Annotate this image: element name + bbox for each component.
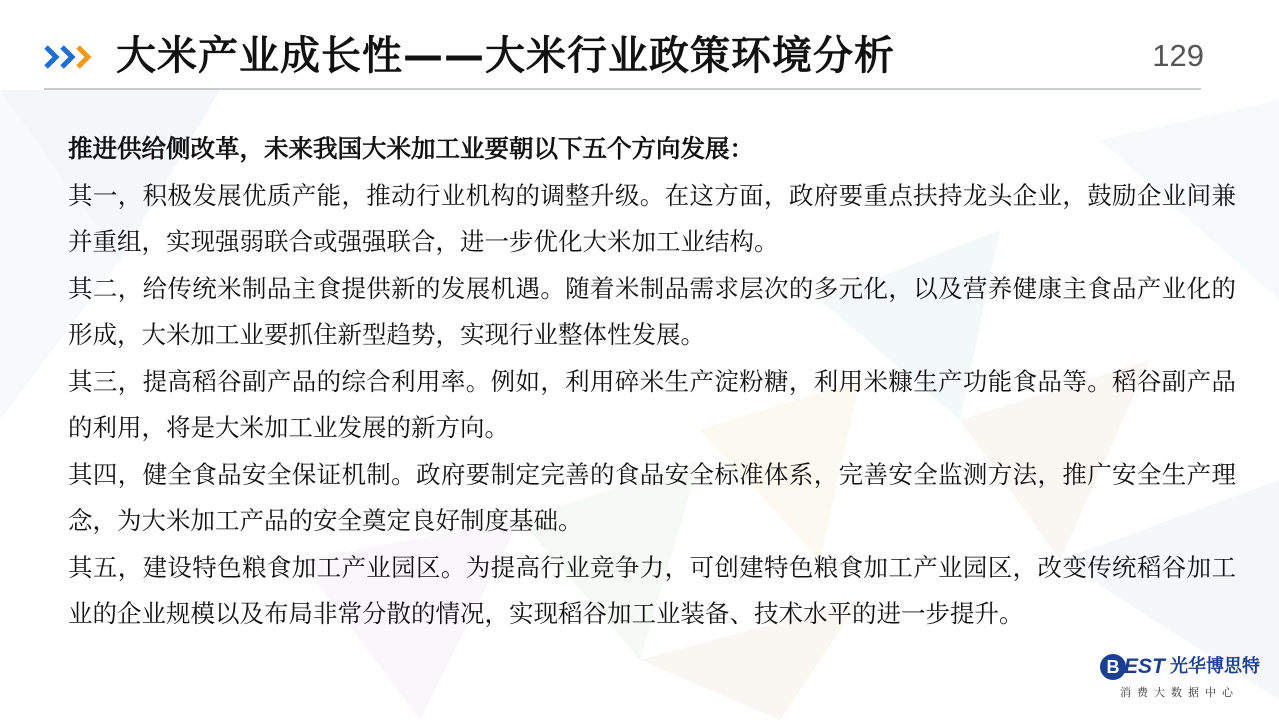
paragraph-3: 其三，提高稻谷副产品的综合利用率。例如，利用碎米生产淀粉糖，利用米糠生产功能食品等。稻谷副产品的利用，将是大米加工业发展的新方向。: [68, 366, 1236, 442]
paragraph-4: 其四，健全食品安全保证机制。政府要制定完善的食品安全标准体系，完善安全监测方法，推广安全生产理念，为大米加工产品的安全奠定良好制度基础。: [68, 459, 1236, 535]
lead-heading: 推进供给侧改革，未来我国大米加工业要朝以下五个方向发展：: [68, 134, 754, 163]
logo-subtitle: 消费大数据中心: [1120, 686, 1239, 699]
slide-header: [0, 0, 1279, 92]
header-divider: [44, 88, 1201, 90]
body-content: [68, 126, 1236, 638]
page-number: 129: [1152, 38, 1204, 73]
paragraph-2: 其二，给传统米制品主食提供新的发展机遇。随着米制品需求层次的多元化，以及营养健康主食品产业化的形成，大米加工业要抓住新型趋势，实现行业整体性发展。: [68, 273, 1236, 349]
chevron-arrows-icon: [44, 44, 104, 70]
paragraph-5: 其五，建设特色粮食加工产业园区。为提高行业竞争力，可创建特色粮食加工产业园区，改变传统稻谷加工业的企业规模以及布局非常分散的情况，实现稻谷加工业装备、技术水平的进一步提升。: [68, 552, 1236, 628]
logo-est-text: EST: [1124, 655, 1165, 678]
page-title: 大米产业成长性——大米行业政策环境分析: [116, 33, 895, 79]
paragraph-1: 其一，积极发展优质产能，推动行业机构的调整升级。在这方面，政府要重点扶持龙头企业，鼓励企业间兼并重组，实现强弱联合或强强联合，进一步优化大米加工业结构。: [68, 180, 1236, 256]
logo-badge: B: [1100, 654, 1126, 680]
logo-company-name: 光华博思特: [1170, 656, 1260, 677]
company-logo: [1100, 654, 1270, 710]
